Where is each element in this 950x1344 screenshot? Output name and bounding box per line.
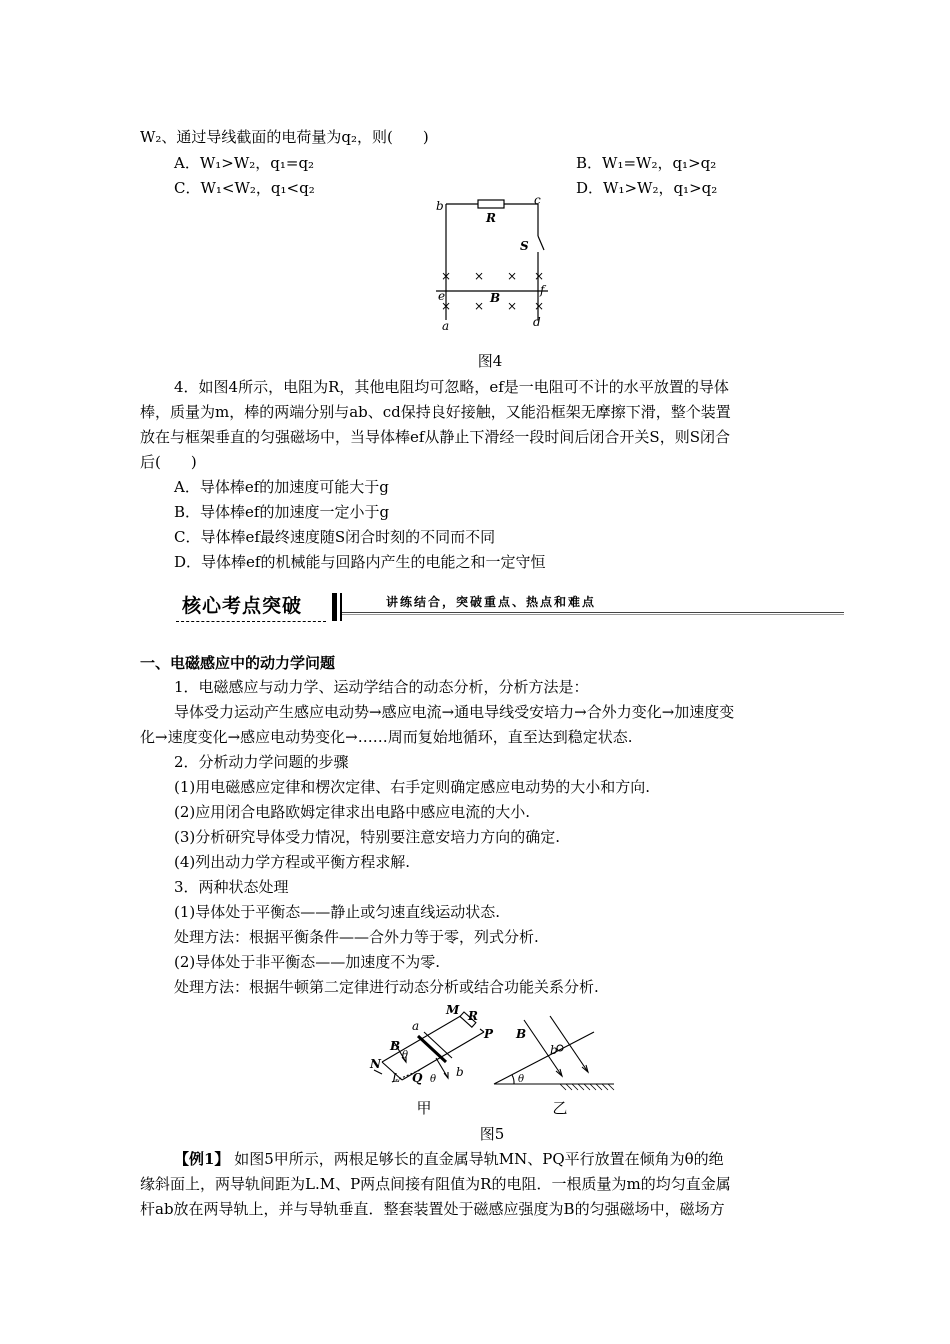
- fig4-label-a: a: [442, 319, 450, 333]
- example1-tag: 【例1】: [174, 1150, 230, 1168]
- item1-line-1: 导体受力运动产生感应电动势→感应电流→通电导线受安培力→合外力变化→加速度变: [174, 703, 735, 721]
- banner-subtitle: 讲练结合，突破重点、热点和难点: [386, 595, 597, 609]
- fig4-cross: ×: [441, 269, 452, 283]
- fig4-label-e: e: [438, 289, 446, 303]
- state-2-method: 处理方法：根据牛顿第二定律进行动态分析或结合功能关系分析.: [174, 978, 599, 996]
- q4-option-d: D．导体棒ef的机械能与回路内产生的电能之和一定守恒: [174, 553, 546, 571]
- banner-title: 核心考点突破: [182, 595, 303, 617]
- item2-title: 2．分析动力学问题的步骤: [174, 753, 349, 771]
- section-heading: 一、电磁感应中的动力学问题: [140, 654, 336, 672]
- q3-option-b: B．W₁=W₂，q₁>q₂: [576, 154, 717, 172]
- state-1: (1)导体处于平衡态——静止或匀速直线运动状态.: [174, 903, 501, 921]
- fig5-right-label-theta: θ: [518, 1074, 525, 1085]
- fig4-cross: ×: [441, 299, 452, 313]
- state-1-method: 处理方法：根据平衡条件——合外力等于零，列式分析.: [174, 928, 539, 946]
- fig4-label-R: R: [486, 211, 496, 225]
- figure-5-right-label: 乙: [552, 1099, 568, 1117]
- fig4-label-f: f: [540, 283, 545, 297]
- fig5-label-a: a: [412, 1019, 420, 1033]
- fig4-cross: ×: [474, 269, 485, 283]
- figure-5-left-label: 甲: [416, 1099, 432, 1117]
- state-2: (2)导体处于非平衡态——加速度不为零.: [174, 953, 441, 971]
- banner-title-box: [176, 591, 326, 622]
- fig4-label-B: B: [490, 291, 501, 305]
- q3-option-d: D．W₁>W₂，q₁>q₂: [576, 179, 718, 197]
- step-2: (2)应用闭合电路欧姆定律求出电路中感应电流的大小.: [174, 803, 531, 821]
- fig5-right-label-B: B: [516, 1027, 527, 1041]
- step-1: (1)用电磁感应定律和楞次定律、右手定则确定感应电动势的大小和方向.: [174, 778, 651, 796]
- fig4-label-d: d: [533, 315, 541, 329]
- figure-5-caption: 图5: [479, 1125, 505, 1143]
- example1-line-1-text: 如图5甲所示，两根足够长的直金属导轨MN、PQ平行放置在倾角为θ的绝: [234, 1150, 724, 1168]
- item3-title: 3．两种状态处理: [174, 878, 289, 896]
- fig5-label-M: M: [446, 1003, 460, 1017]
- banner-rule: [342, 612, 844, 613]
- fig4-label-b: b: [436, 199, 444, 213]
- fig5-label-R: R: [468, 1009, 478, 1023]
- fig5-label-N: N: [370, 1057, 381, 1071]
- q3-option-c: C．W₁<W₂，q₁<q₂: [174, 179, 315, 197]
- fig4-cross: ×: [534, 269, 545, 283]
- example1-line-3: 杆ab放在两导轨上，并与导轨垂直．整套装置处于磁感应强度为B的匀强磁场中，磁场方: [140, 1200, 725, 1218]
- q3-option-a: A．W₁>W₂，q₁=q₂: [174, 154, 315, 172]
- q4-stem-line-3: 放在与框架垂直的匀强磁场中，当导体棒ef从静止下滑经一段时间后闭合开关S，则S闭合: [140, 428, 730, 446]
- step-3: (3)分析研究导体受力情况，特别要注意安培力方向的确定.: [174, 828, 561, 846]
- fig5-label-b: b: [456, 1065, 464, 1079]
- banner-bar-thin: [340, 593, 342, 621]
- figure-4-circuit: [430, 192, 560, 334]
- banner-bar: [332, 593, 337, 621]
- example1-line-2: 缘斜面上，两导轨间距为L.M、P两点间接有阻值为R的电阻．一根质量为m的均匀直金属: [140, 1175, 731, 1193]
- example1-line-1: [174, 1149, 724, 1169]
- item1-title: 1．电磁感应与动力学、运动学结合的动态分析，分析方法是：: [174, 678, 589, 696]
- fig5-label-P: P: [484, 1027, 494, 1041]
- banner-rule-light: [342, 614, 844, 615]
- q4-option-a: A．导体棒ef的加速度可能大于g: [174, 478, 389, 496]
- fig5-label-L: L: [392, 1071, 400, 1085]
- fig4-cross: ×: [507, 269, 518, 283]
- fig4-cross: ×: [534, 299, 545, 313]
- q4-option-b: B．导体棒ef的加速度一定小于g: [174, 503, 390, 521]
- fig5-label-theta: θ: [402, 1050, 409, 1061]
- figure-5-right-side-view: [490, 1014, 620, 1094]
- fig4-cross: ×: [507, 299, 518, 313]
- fig5-label-theta: θ: [430, 1074, 437, 1085]
- q4-stem-line-4: 后( ): [140, 453, 197, 471]
- fig4-label-c: c: [534, 193, 541, 207]
- fig5-right-label-b: b: [550, 1043, 558, 1057]
- q4-stem-line-2: 棒，质量为m，棒的两端分别与ab、cd保持良好接触，又能沿框架无摩擦下滑，整个装置: [140, 403, 731, 421]
- fig4-label-S: S: [520, 239, 529, 253]
- section-banner: [176, 591, 844, 627]
- figure-4-caption: 图4: [477, 352, 503, 370]
- fig5-label-Q: Q: [412, 1071, 423, 1085]
- item1-line-2: 化→速度变化→感应电动势变化→……周而复始地循环，直至达到稳定状态.: [140, 728, 633, 746]
- fig5-label-B: B: [390, 1039, 401, 1053]
- fig4-cross: ×: [474, 299, 485, 313]
- q3-stem-tail: W₂、通过导线截面的电荷量为q₂，则( ): [140, 128, 429, 146]
- q4-stem-line-1: 4．如图4所示，电阻为R，其他电阻均可忽略，ef是一电阻可不计的水平放置的导体: [174, 378, 729, 396]
- step-4: (4)列出动力学方程或平衡方程求解.: [174, 853, 411, 871]
- q4-option-c: C．导体棒ef最终速度随S闭合时刻的不同而不同: [174, 528, 496, 546]
